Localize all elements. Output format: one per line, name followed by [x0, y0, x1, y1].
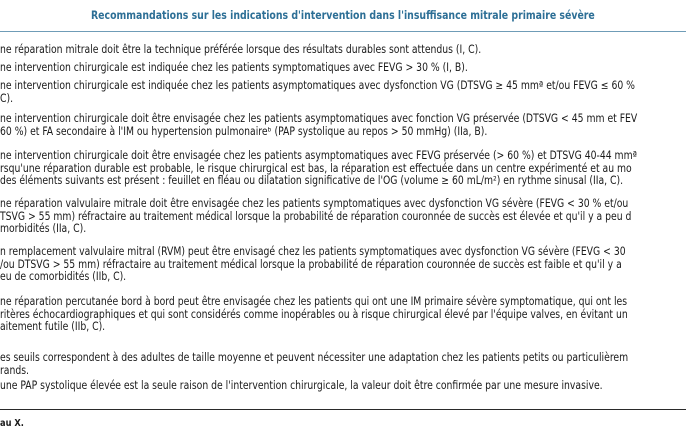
recommendation-line: rands.: [0, 363, 29, 377]
recommendation-line: ne réparation percutanée bord à bord peut être envisagée chez les patients qui ont une IM primaire sévère symptomatique, qui ont les: [0, 295, 628, 308]
recommendation-item: [0, 352, 686, 377]
recommendation-line: /ou DTSVG > 55 mm) réfractaire au traitement médical lorsque la probabilité de réparation couronnée de succès est faible et qu'il y a: [0, 257, 622, 271]
recommendation-line: C).: [0, 91, 14, 105]
recommendation-line: une PAP systolique élevée est la seule raison de l'intervention chirurgicale, la valeur doit être confirmée par une mesure invasive.: [0, 379, 603, 392]
recommendation-line: 60 %) et FA secondaire à l'IM ou hypertension pulmonaireᵇ (PAP systolique au repos > 50 mmHg) (IIa, B).: [0, 124, 488, 138]
recommendation-item: [0, 380, 686, 393]
recommendation-line: ne intervention chirurgicale doit être envisagée chez les patients asymptomatiques avec fonction VG préservée (DTSVG < 45 mm et FEV: [0, 112, 638, 125]
recommendation-line: ne réparation mitrale doit être la technique préférée lorsque des résultats durables sont attendus (I, C).: [0, 43, 482, 56]
recommendation-item: [0, 62, 686, 75]
recommendation-line: n remplacement valvulaire mitral (RVM) peut être envisagé chez les patients symptomatiques avec dysfonction VG sévère (FEVG < 30: [0, 245, 626, 258]
recommendation-line: ne intervention chirurgicale est indiquée chez les patients symptomatiques avec FEVG > 30 % (I, B).: [0, 61, 468, 74]
recommendation-line: rsqu'une réparation durable est probable, le risque chirurgical est bas, la réparation est effectuée dans un centre expérimenté et au mo: [0, 161, 632, 175]
recommendation-line: es seuils correspondent à des adultes de taille moyenne et peuvent nécessiter une adaptation chez les patients petits ou particulièrem: [0, 351, 629, 364]
recommendation-line: ne réparation valvulaire mitrale doit être envisagée chez les patients symptomatiques avec dysfonction VG sévère (FEVG < 30 % et/ou: [0, 197, 629, 210]
recommendation-line: ne intervention chirurgicale doit être envisagée chez les patients asymptomatiques avec FEVG préservée (> 60 %) et DTSVG 40-44 mmª: [0, 149, 637, 162]
recommendation-line: ne intervention chirurgicale est indiquée chez les patients asymptomatiques avec dysfonction VG (DTSVG ≥ 45 mmª et/ou FEVG ≤ 60 %: [0, 79, 635, 92]
table-footnote-source: au X.: [0, 418, 24, 429]
recommendation-item: [0, 150, 686, 188]
recommendation-line: eu de comorbidités (IIb, C).: [0, 270, 127, 284]
recommendation-line: des éléments suivants est présent : feuillet en fléau ou dilatation significative de l'OG (volume ≥ 60 mL/m²) en rythme sinusal (IIa, C).: [0, 174, 624, 188]
recommendation-item: [0, 246, 686, 284]
recommendation-item: [0, 44, 686, 57]
table-header: [0, 0, 686, 32]
recommendation-item: [0, 80, 686, 105]
recommendation-item: [0, 296, 686, 334]
recommendation-line: morbidités (IIa, C).: [0, 222, 87, 236]
recommendation-item: [0, 198, 686, 236]
recommendation-line: TSVG > 55 mm) réfractaire au traitement médical lorsque la probabilité de réparation couronnée de succès est élevée et qu'il y a peu d: [0, 209, 632, 223]
recommendation-line: aitement futile (IIb, C).: [0, 320, 106, 334]
recommendation-line: ritères échocardiographiques et qui sont considérés comme inopérables ou à risque chirurgical élevé par l'équipe valves, en évitant un: [0, 307, 628, 321]
table-title: Recommandations sur les indications d'intervention dans l'insuffisance mitrale primaire sévère: [91, 9, 595, 22]
recommendation-item: [0, 113, 686, 138]
